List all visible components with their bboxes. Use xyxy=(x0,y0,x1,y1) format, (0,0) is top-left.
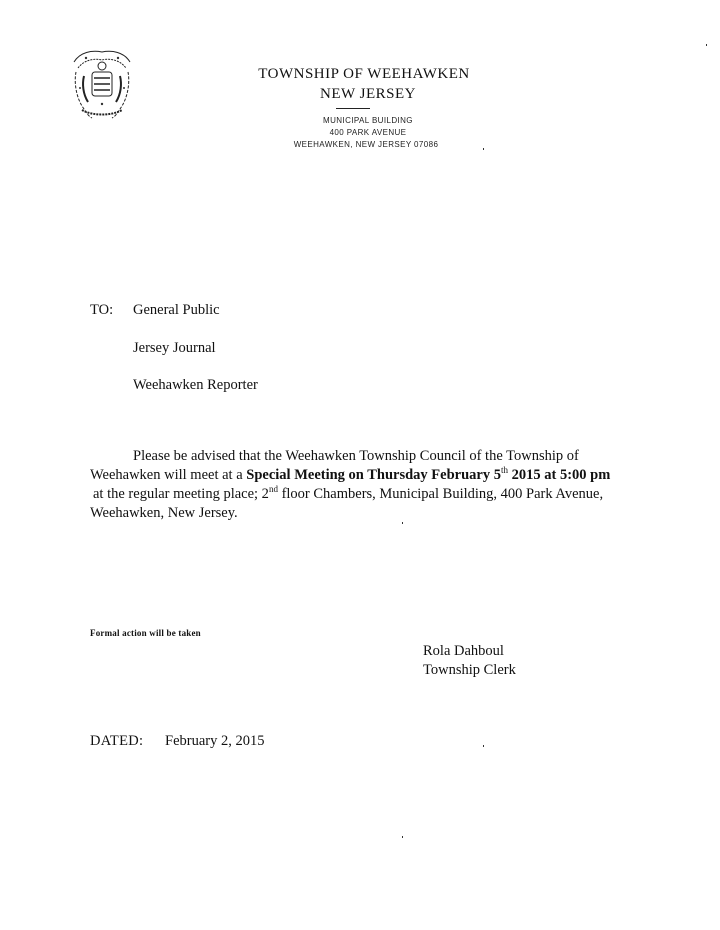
ordinal-suffix: nd xyxy=(268,484,278,494)
notice-line-4: Weehawken, New Jersey. xyxy=(90,505,238,521)
dated-value: February 2, 2015 xyxy=(165,733,265,749)
recipient-item: Jersey Journal xyxy=(133,340,216,356)
scan-speck xyxy=(402,522,403,524)
scan-speck xyxy=(483,745,484,747)
address-building: MUNICIPAL BUILDING xyxy=(323,116,413,125)
scan-speck xyxy=(402,836,403,838)
address-city: WEEHAWKEN, NEW JERSEY 07086 xyxy=(293,140,439,149)
dated-label: DATED: xyxy=(90,733,144,749)
recipient-item: Weehawken Reporter xyxy=(133,377,258,393)
township-name: TOWNSHIP OF WEEHAWKEN xyxy=(258,66,470,82)
notice-text: Weehawken will meet at a xyxy=(90,467,247,483)
state-seal-icon xyxy=(70,48,134,120)
ordinal-suffix: th xyxy=(500,465,508,475)
scan-speck xyxy=(706,44,707,46)
signatory-name: Rola Dahboul xyxy=(423,643,504,659)
signatory-title: Township Clerk xyxy=(423,662,516,678)
recipients-label: TO: xyxy=(90,302,114,318)
notice-line-1: Please be advised that the Weehawken Township Council of the Township of xyxy=(133,448,579,464)
meeting-time-bold: 2015 at 5:00 pm xyxy=(507,467,611,483)
scan-speck xyxy=(483,148,484,150)
notice-text: floor Chambers, Municipal Building, 400 Park Avenue, xyxy=(277,486,604,502)
state-name: NEW JERSEY xyxy=(320,86,416,102)
header-divider xyxy=(336,108,370,109)
address-street: 400 PARK AVENUE xyxy=(329,128,407,137)
formal-action-note: Formal action will be taken xyxy=(90,628,201,638)
recipient-item: General Public xyxy=(133,302,220,318)
meeting-date-bold: Special Meeting on Thursday February 5 xyxy=(246,467,501,483)
notice-line-2 xyxy=(90,467,610,484)
notice-line-3 xyxy=(93,486,603,503)
notice-text: at the regular meeting place; 2 xyxy=(93,486,269,502)
